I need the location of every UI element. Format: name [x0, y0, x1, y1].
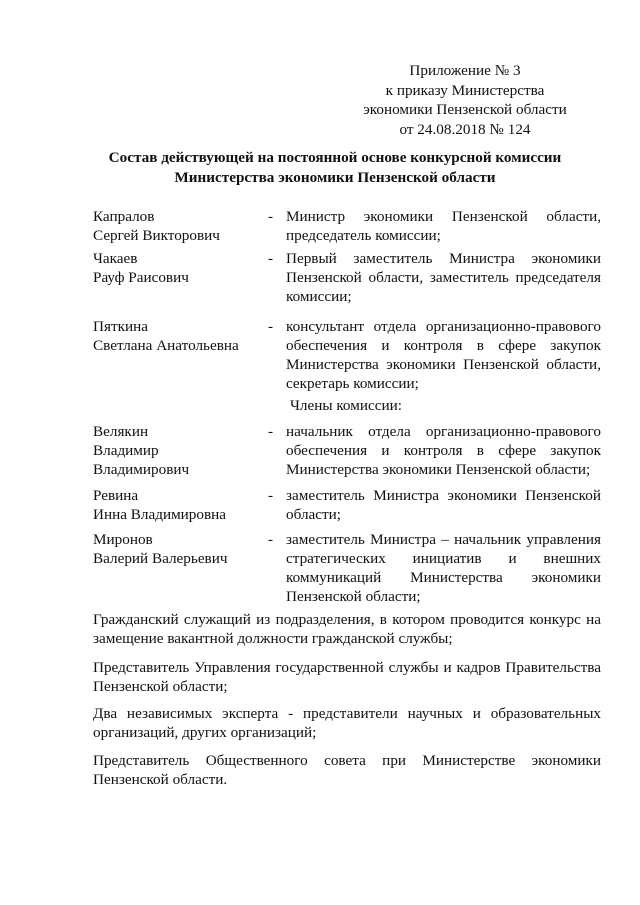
separator-dash: - — [268, 318, 274, 335]
member-surname: Чакаев — [93, 250, 138, 267]
member-surname: Капралов — [93, 208, 155, 225]
member-role: Первый заместитель Министра экономики Пензенской области, заместитель председателя комиссии; — [286, 250, 601, 305]
member-role: Министр экономики Пензенской области, председатель комиссии; — [286, 208, 601, 244]
member-name — [93, 207, 263, 245]
member-surname: Велякин — [93, 423, 149, 440]
member-role: заместитель Министра экономики Пензенской области; — [286, 487, 601, 523]
paragraph-line: замещение вакантной должности гражданской службы; — [93, 630, 453, 647]
appendix-order-ref: к приказу Министерства — [385, 81, 545, 99]
member-given-names: Валерий Валерьевич — [93, 550, 228, 567]
appendix-header — [340, 61, 590, 139]
member-name — [93, 486, 263, 524]
composition-paragraph — [93, 751, 601, 789]
separator-dash: - — [268, 208, 274, 225]
paragraph-line: Представитель Управления государственной службы и кадров Правительства — [93, 659, 601, 676]
member-role: консультант отдела организационно-правового обеспечения и контроля в сфере закупок Министерства экономики Пензенской области, секретарь комиссии; — [286, 318, 601, 392]
paragraph-line: Представитель Общественного совета при Министерстве экономики — [93, 752, 601, 769]
member-name — [93, 422, 263, 479]
paragraph-line: Пензенской области; — [93, 678, 228, 695]
separator-dash: - — [268, 531, 274, 548]
title-line-1: Состав действующей на постоянной основе конкурсной комиссии — [108, 149, 562, 166]
members-heading: Члены комиссии: — [290, 397, 402, 414]
composition-paragraph — [93, 610, 601, 648]
composition-paragraph — [93, 658, 601, 696]
member-role: заместитель Министра – начальник управления стратегических инициатив и внешних коммуникаций Министерства экономики Пензенской области; — [286, 531, 601, 605]
member-role: начальник отдела организационно-правового обеспечения и контроля в сфере закупок Министерства экономики Пензенской области; — [286, 423, 601, 478]
separator-dash: - — [268, 423, 274, 440]
paragraph-line: Гражданский служащий из подразделения, в котором проводится конкурс на — [93, 611, 601, 628]
appendix-ministry: экономики Пензенской области — [363, 101, 567, 118]
member-given-names: Светлана Анатольевна — [93, 337, 239, 354]
member-surname: Миронов — [93, 531, 153, 548]
paragraph-line: Пензенской области. — [93, 771, 228, 788]
member-given-names: Инна Владимировна — [93, 506, 227, 523]
appendix-date: от 24.08.2018 № 124 — [399, 120, 531, 138]
member-name — [93, 530, 263, 568]
paragraph-line: организаций, других организаций; — [93, 724, 317, 741]
composition-paragraph — [93, 704, 601, 742]
separator-dash: - — [268, 250, 274, 267]
member-surname: Пяткина — [93, 318, 148, 335]
member-surname: Ревина — [93, 487, 139, 504]
member-name — [93, 249, 263, 287]
member-name — [93, 317, 263, 355]
member-first-name: Владимир — [93, 442, 159, 459]
document-title — [70, 148, 600, 187]
member-given-names: Рауф Раисович — [93, 269, 189, 286]
title-line-2: Министерства экономики Пензенской области — [174, 168, 496, 186]
member-given-names: Сергей Викторович — [93, 227, 220, 244]
separator-dash: - — [268, 487, 274, 504]
appendix-number: Приложение № 3 — [409, 62, 521, 79]
member-patronymic: Владимирович — [93, 461, 190, 478]
paragraph-line: Два независимых эксперта - представители научных и образовательных — [93, 705, 601, 722]
